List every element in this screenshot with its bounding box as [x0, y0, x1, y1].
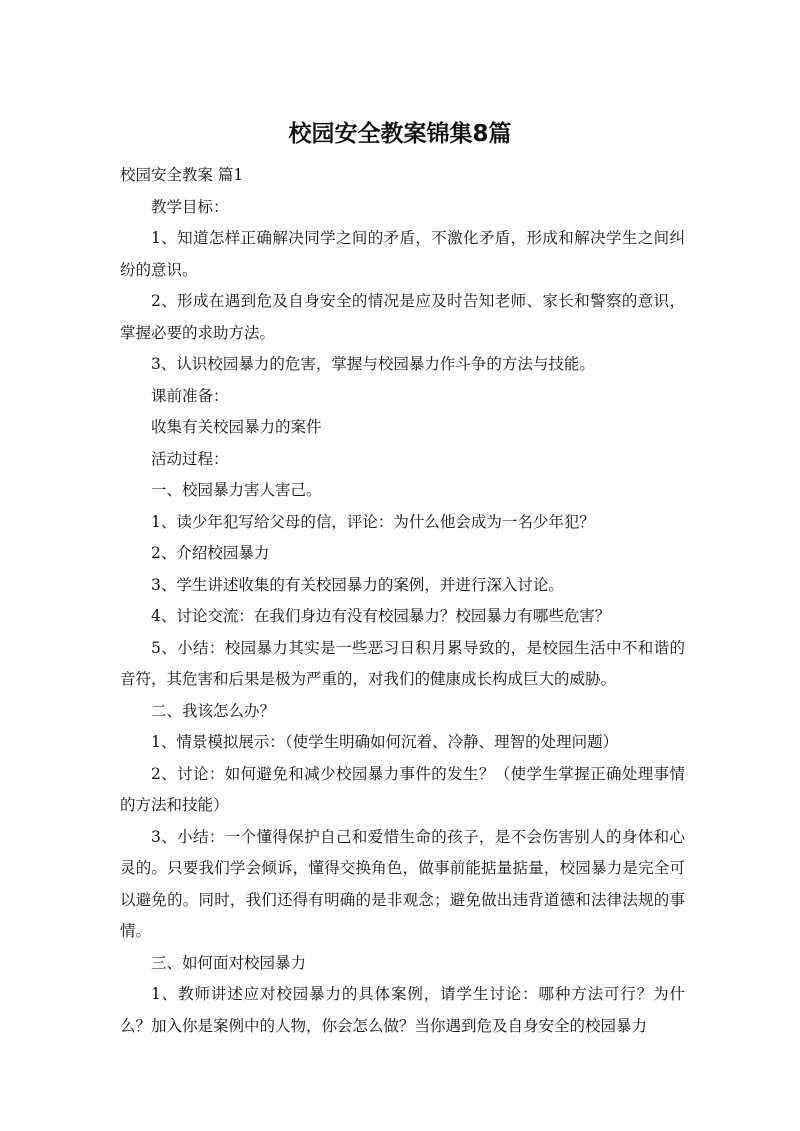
- paragraph: 一、校园暴力害人害己。: [151, 481, 322, 499]
- document-body: [120, 160, 685, 1042]
- paragraph: 活动过程：: [151, 449, 229, 468]
- paragraph: 3、学生讲述收集的有关校园暴力的案例，并进行深入讨论。: [151, 575, 564, 594]
- paragraph: 2、讨论：如何避免和减少校园暴力事件的发生？（使学生掌握正确处理事情的方法和技能）: [120, 764, 685, 814]
- paragraph: 3、认识校园暴力的危害，掌握与校园暴力作斗争的方法与技能。: [151, 355, 595, 373]
- paragraph: 1、知道怎样正确解决同学之间的矛盾，不激化矛盾，形成和解决学生之间纠纷的意识。: [120, 229, 685, 279]
- paragraph: 二、我该怎么办？: [151, 701, 276, 720]
- paragraph: 收集有关校园暴力的案件: [151, 418, 322, 436]
- paragraph: 2、介绍校园暴力: [151, 544, 270, 562]
- paragraph: 三、如何面对校园暴力: [151, 953, 307, 972]
- paragraph: 2、形成在遇到危及自身安全的情况是应及时告知老师、家长和警察的意识，掌握必要的求助方法。: [120, 292, 685, 342]
- paragraph: 4、讨论交流：在我们身边有没有校园暴力？校园暴力有哪些危害？: [151, 607, 611, 625]
- paragraph: 教学目标：: [151, 197, 229, 216]
- paragraph: 5、小结：校园暴力其实是一些恶习日积月累导致的，是校园生活中不和谐的音符，其危害和后果是极为严重的，对我们的健康成长构成巨大的威胁。: [120, 638, 685, 688]
- paragraph: 3、小结：一个懂得保护自己和爱惜生命的孩子，是不会伤害别人的身体和心灵的。只要我们学会倾诉，懂得交换角色，做事前能掂量掂量，校园暴力是完全可以避免的。同时，我们还得有明确的是非观念；避免做出违背道德和法律法规的事情。: [120, 827, 685, 940]
- paragraph: 1、情景模拟展示：（使学生明确如何沉着、冷静、理智的处理问题）: [151, 733, 619, 751]
- paragraph: 1、读少年犯写给父母的信，评论：为什么他会成为一名少年犯？: [151, 512, 595, 531]
- section-heading: 校园安全教案 篇1: [120, 166, 244, 184]
- document-title: 校园安全教案锦集8篇: [288, 121, 512, 147]
- paragraph: 1、教师讲述应对校园暴力的具体案例，请学生讨论：哪种方法可行？为什么？加入你是案例中的人物，你会怎么做？当你遇到危及自身安全的校园暴力: [120, 985, 685, 1035]
- paragraph: 课前准备：: [151, 386, 229, 405]
